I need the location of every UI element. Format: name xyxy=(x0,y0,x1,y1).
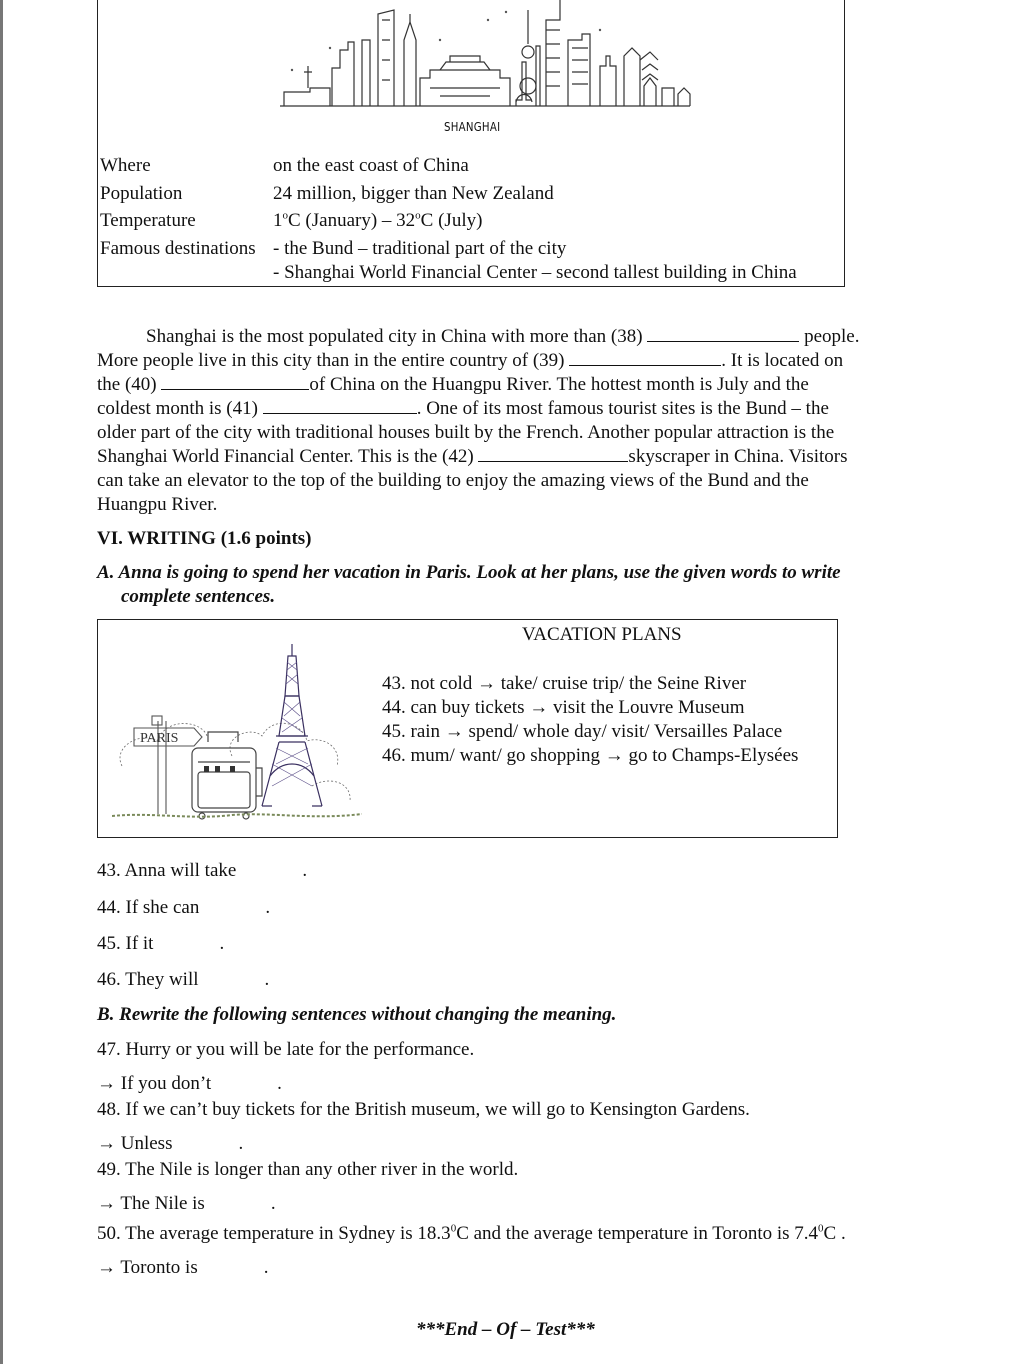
info-value-temperature: 1$^o$C (January) – 32$^o$C (July) xyxy=(273,209,483,231)
info-value-population: 24 million, bigger than New Zealand xyxy=(273,183,554,204)
vacation-plans-title: VACATION PLANS xyxy=(522,624,682,645)
end-of-test: ***End – Of – Test*** xyxy=(416,1319,595,1340)
answer-46: 46. They will . xyxy=(97,969,270,990)
info-label-population: Population xyxy=(100,183,183,204)
answer-44: 44. If she can . xyxy=(97,897,271,918)
vacation-plan-44: 44. can buy tickets → visit the Louvre Museum xyxy=(382,697,745,718)
question-47: 47. Hurry or you will be late for the performance. xyxy=(97,1039,475,1060)
info-label-temperature: Temperature xyxy=(100,210,196,231)
task-b-heading: B. Rewrite the following sentences without changing the meaning. xyxy=(97,1004,617,1025)
passage-line-5: older part of the city with traditional houses built by the French. Another popular attraction is the xyxy=(97,422,835,443)
task-a-line-2: complete sentences. xyxy=(121,586,276,607)
page-edge-shadow xyxy=(0,0,3,1364)
answer-47: → If you don’t . xyxy=(97,1073,282,1094)
answer-45: 45. If it . xyxy=(97,933,225,954)
section-heading: VI. WRITING (1.6 points) xyxy=(97,528,312,549)
passage-line-4: coldest month is (41) . One of its most famous tourist sites is the Bund – the xyxy=(97,398,829,419)
blank-39[interactable] xyxy=(569,349,721,366)
question-50: 50. The average temperature in Sydney is 18.3$^0$C and the average temperature in Toronto is $7.4^0C$ . xyxy=(97,1222,846,1244)
question-48: 48. If we can’t buy tickets for the British museum, we will go to Kensington Gardens. xyxy=(97,1099,750,1120)
answer-43: 43. Anna will take . xyxy=(97,860,308,881)
blank-42[interactable] xyxy=(478,445,628,462)
vacation-plan-46: 46. mum/ want/ go shopping → go to Champs-Elysées xyxy=(382,745,799,766)
task-a-line-1: A. Anna is going to spend her vacation in Paris. Look at her plans, use the given words to write xyxy=(97,562,841,583)
passage-line-6: Shanghai World Financial Center. This is the (42) skyscraper in China. Visitors xyxy=(97,446,848,467)
passage-line-2: More people live in this city than in the entire country of (39) . It is located on xyxy=(97,350,844,371)
passage-line-8: Huangpu River. xyxy=(97,494,218,515)
answer-50: → Toronto is . xyxy=(97,1257,269,1278)
info-label-where: Where xyxy=(100,155,151,176)
question-49: 49. The Nile is longer than any other river in the world. xyxy=(97,1159,519,1180)
blank-40[interactable] xyxy=(161,373,309,390)
vacation-plan-45: 45. rain → spend/ whole day/ visit/ Versailles Palace xyxy=(382,721,783,742)
paris-sign-text: PARIS xyxy=(140,731,179,746)
passage-line-3: the (40) of China on the Huangpu River. The hottest month is July and the xyxy=(97,374,809,395)
info-label-destinations: Famous destinations xyxy=(100,238,256,259)
answer-48: → Unless . xyxy=(97,1133,244,1154)
info-value-destination-2: - Shanghai World Financial Center – second tallest building in China xyxy=(273,262,797,283)
blank-41[interactable] xyxy=(263,397,417,414)
shanghai-skyline-illustration xyxy=(270,0,700,112)
passage-line-1: Shanghai is the most populated city in China with more than (38) people. xyxy=(146,326,860,347)
passage-line-7: can take an elevator to the top of the building to enjoy the amazing views of the Bund and the xyxy=(97,470,809,491)
skyline-caption: SHANGHAI xyxy=(444,120,501,134)
paris-illustration xyxy=(112,636,362,826)
info-value-where: on the east coast of China xyxy=(273,155,469,176)
answer-49: → The Nile is . xyxy=(97,1193,276,1214)
info-value-destination-1: - the Bund – traditional part of the city xyxy=(273,238,567,259)
vacation-plan-43: 43. not cold → take/ cruise trip/ the Seine River xyxy=(382,673,747,694)
blank-38[interactable] xyxy=(647,325,799,342)
